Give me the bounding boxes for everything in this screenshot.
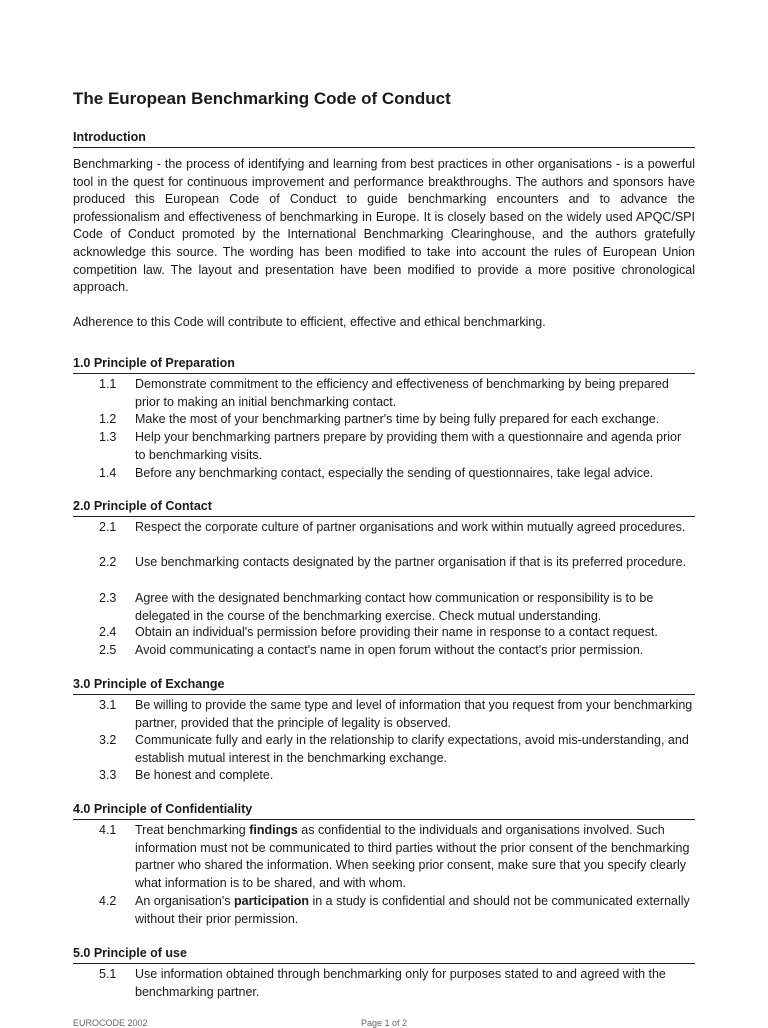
item-text: Demonstrate commitment to the efficiency and effectiveness of benchmarking by being prepared prior to making an initial benchmarking contact. <box>135 377 669 409</box>
item-number: 1.1 <box>99 377 117 391</box>
item-number: 3.1 <box>99 698 117 712</box>
item-text: Obtain an individual's permission before providing their name in response to a contact request. <box>135 625 658 639</box>
item-text: Communicate fully and early in the relationship to clarify expectations, avoid mis-understanding, and establish mutual interest in the benchmarking exchange. <box>135 733 689 765</box>
participation-emphasis: participation <box>233 894 309 908</box>
item-number: 4.1 <box>99 823 117 837</box>
page-title: The European Benchmarking Code of Conduct <box>73 89 451 108</box>
item-text <box>135 893 695 928</box>
findings-emphasis: findings <box>249 823 298 837</box>
footer-left: EUROCODE 2002 <box>73 1018 148 1028</box>
item-text: Use benchmarking contacts designated by the partner organisation if that is its preferred procedure. <box>135 555 687 569</box>
item-text: Avoid communicating a contact's name in open forum without the contact's prior permission. <box>135 643 644 657</box>
intro-paragraph: Benchmarking - the process of identifying and learning from best practices in other organisations - is a powerful tool in the quest for continuous improvement and performance breakthroughs. The authors and sponsors have produced this European Code of Conduct to guide benchmarking encounters and to advance the professionalism and effectiveness of benchmarking in Europe. It is closely based on the widely used APQC/SPI Code of Conduct promoted by the International Benchmarking Clearinghouse, and the authors gratefully acknowledge this source. The wording has been modified to take into account the rules of European Union competition law. The layout and presentation have been modified to provide a more positive chronological approach. <box>73 157 695 295</box>
section-heading-confidentiality: 4.0 Principle of Confidentiality <box>73 801 695 820</box>
section-heading-use: 5.0 Principle of use <box>73 945 695 964</box>
item-number: 1.2 <box>99 412 117 426</box>
item-text: Agree with the designated benchmarking contact how communication or responsibility is to be delegated in the course of the benchmarking exercise. Check mutual understanding. <box>135 591 654 623</box>
item-number: 1.3 <box>99 430 117 444</box>
item-text: Be willing to provide the same type and level of information that you request from your benchmarking partner, provided that the principle of legality is observed. <box>135 698 693 730</box>
section-heading-preparation: 1.0 Principle of Preparation <box>73 355 695 374</box>
item-text-pre: Treat benchmarking <box>135 823 250 837</box>
item-number: 2.2 <box>99 555 117 569</box>
item-number: 2.1 <box>99 520 117 534</box>
item-number: 3.3 <box>99 768 117 782</box>
item-text-post: in a study is confidential and should not be communicated externally without their prior permission. <box>135 894 690 926</box>
section-heading-introduction: Introduction <box>73 129 695 148</box>
intro-adherence-paragraph: Adherence to this Code will contribute to efficient, effective and ethical benchmarking. <box>73 315 546 329</box>
item-text: Make the most of your benchmarking partner's time by being fully prepared for each exchange. <box>135 412 660 426</box>
item-number: 1.4 <box>99 466 117 480</box>
item-text <box>135 822 695 892</box>
item-text: Help your benchmarking partners prepare by providing them with a questionnaire and agenda prior to benchmarking visits. <box>135 430 682 462</box>
item-text: Respect the corporate culture of partner organisations and work within mutually agreed procedures. <box>135 520 686 534</box>
item-number: 2.5 <box>99 643 117 657</box>
section-heading-exchange: 3.0 Principle of Exchange <box>73 676 695 695</box>
item-number: 3.2 <box>99 733 117 747</box>
item-text: Be honest and complete. <box>135 768 274 782</box>
item-text: Use information obtained through benchmarking only for purposes stated to and agreed with the benchmarking partner. <box>135 967 666 999</box>
item-text: Before any benchmarking contact, especially the sending of questionnaires, take legal advice. <box>135 466 654 480</box>
item-number: 5.1 <box>99 967 117 981</box>
item-text-pre: An organisation's <box>135 894 234 908</box>
footer-page-number: Page 1 of 2 <box>361 1018 408 1028</box>
section-heading-contact: 2.0 Principle of Contact <box>73 498 695 517</box>
item-number: 2.4 <box>99 625 117 639</box>
item-number: 2.3 <box>99 591 117 605</box>
item-number: 4.2 <box>99 894 117 908</box>
item-text-post: as confidential to the individuals and organisations involved. Such information must not be communicated to third parties without the prior consent of the benchmarking partner who shared the information. When seeking prior consent, make sure that you specify clearly what information is to be shared, and with whom. <box>135 823 690 890</box>
